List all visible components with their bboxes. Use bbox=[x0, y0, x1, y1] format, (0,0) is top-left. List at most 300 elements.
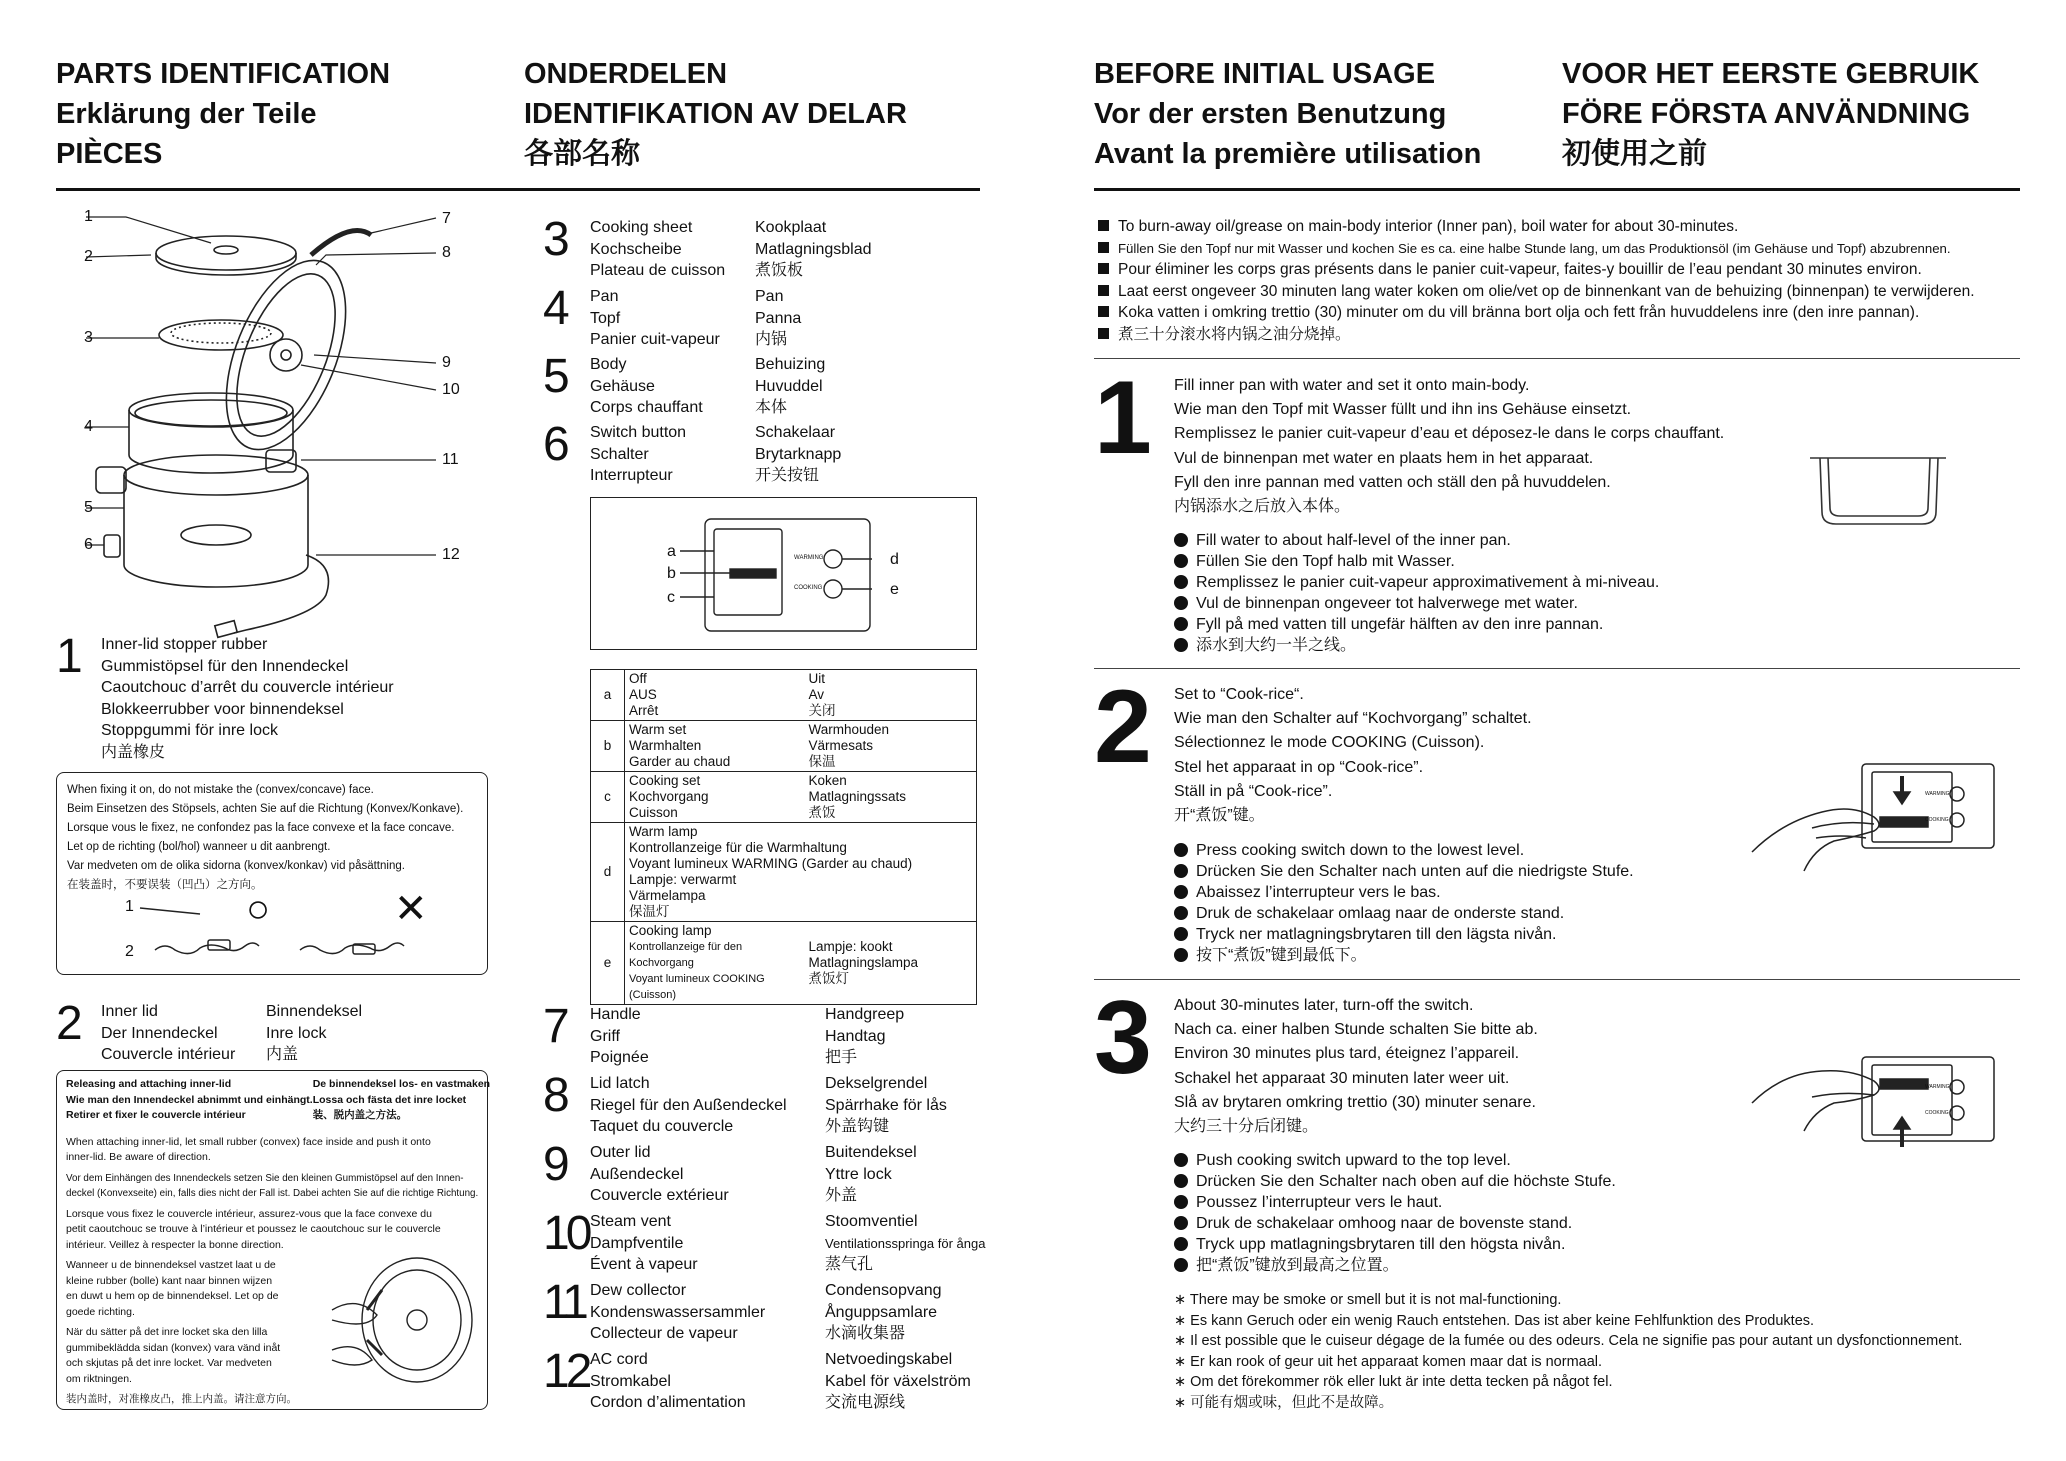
part2-col1 bbox=[101, 1001, 235, 1066]
bullet-icon bbox=[1174, 554, 1188, 568]
part-line: Griff bbox=[590, 1027, 620, 1045]
table-row bbox=[591, 670, 977, 721]
part2-line: 内盖 bbox=[266, 1046, 299, 1063]
heading-de: Erklärung der Teile bbox=[56, 98, 317, 130]
bullet-icon bbox=[1174, 638, 1188, 652]
footnote: ∗ Es kann Geruch oder ein wenig Rauch entstehen. Das ist aber keine Fehlfunktion des Produktes. bbox=[1174, 1312, 1815, 1329]
cell-line: Kontrollanzeige für den Kochvorgang bbox=[629, 941, 743, 969]
intro-text: 煮三十分滚水将内锅之油分烧掉。 bbox=[1118, 325, 1351, 343]
release-line: gummibeklädda sidan (konvex) vara vänd inåt bbox=[66, 1341, 281, 1354]
bullet-icon bbox=[1174, 843, 1188, 857]
part2-col2 bbox=[266, 1001, 362, 1066]
part12-col2 bbox=[825, 1349, 971, 1414]
part-line: Pan bbox=[755, 288, 784, 305]
step-line: Fill inner pan with water and set it onto main-body. bbox=[1174, 377, 1530, 394]
diag-label-6: 6 bbox=[84, 536, 93, 553]
bullet-icon bbox=[1174, 948, 1188, 962]
part2-line: Der Innendeckel bbox=[101, 1024, 218, 1042]
square-bullet-icon bbox=[1098, 328, 1109, 339]
footnote: ∗ Om det förekommer rök eller lukt är inte detta tecken på något fel. bbox=[1174, 1374, 1613, 1390]
part9-col2 bbox=[825, 1142, 917, 1207]
part9-col1 bbox=[590, 1142, 729, 1207]
table-key: c bbox=[591, 772, 625, 823]
release-line: petit caoutchouc se trouve à l’intérieur et poussez le caoutchouc sur le couvercle bbox=[66, 1223, 441, 1235]
cell-line: Arrêt bbox=[629, 703, 659, 718]
bullet bbox=[1174, 572, 1659, 593]
part4-number: 4 bbox=[543, 282, 570, 335]
footnote: ∗ There may be smoke or smell but it is not mal-functioning. bbox=[1174, 1292, 1562, 1308]
bullet bbox=[1174, 635, 1659, 656]
bullet-text: Abaissez l’interrupteur vers le bas. bbox=[1196, 884, 1441, 901]
divider bbox=[1094, 668, 2020, 669]
part-line: 煮饭板 bbox=[755, 262, 804, 279]
release-line: intérieur. Veillez à respecter la bonne direction. bbox=[66, 1238, 284, 1251]
bullet-icon bbox=[1174, 885, 1188, 899]
diag-label-11: 11 bbox=[442, 451, 459, 468]
step-line: Ställ in på “Cook-rice”. bbox=[1174, 782, 1333, 800]
part-line: Dew collector bbox=[590, 1282, 687, 1299]
press-switch-illustration bbox=[1752, 762, 2002, 872]
cell-line: Voyant lumineux COOKING (Cuisson) bbox=[629, 973, 765, 1001]
mini-warming-text-2: WARMING bbox=[1925, 791, 1950, 797]
heading-sv-right: FÖRE FÖRSTA ANVÄNDNING bbox=[1562, 98, 1971, 130]
square-bullet-icon bbox=[1098, 242, 1109, 253]
part-line: Évent à vapeur bbox=[590, 1256, 698, 1273]
bullet-icon bbox=[1174, 1195, 1188, 1209]
part-line: Brytarknapp bbox=[755, 445, 842, 463]
part-line: 外盖 bbox=[825, 1187, 858, 1204]
square-bullet-icon bbox=[1098, 306, 1109, 317]
bullet-icon bbox=[1174, 1237, 1188, 1251]
square-bullet-icon bbox=[1098, 220, 1109, 231]
step-line: 大约三十分后闭键。 bbox=[1174, 1118, 1319, 1136]
square-bullet-icon bbox=[1098, 263, 1109, 274]
bullet bbox=[1174, 614, 1659, 635]
bullet-text: Push cooking switch upward to the top level. bbox=[1196, 1152, 1511, 1169]
divider bbox=[1094, 979, 2020, 980]
part-line: Panier cuit-vapeur bbox=[590, 331, 720, 348]
part-line: Netvoedingskabel bbox=[825, 1351, 953, 1368]
part-line: Cordon d’alimentation bbox=[590, 1394, 746, 1411]
table-key: a bbox=[591, 670, 625, 721]
part11-number: 11 bbox=[543, 1276, 585, 1329]
step1-bullets bbox=[1174, 530, 1659, 656]
part2-number: 2 bbox=[56, 997, 83, 1050]
step2-bullets bbox=[1174, 840, 1634, 966]
table-row bbox=[591, 721, 977, 772]
cell-line: Koken bbox=[808, 773, 847, 788]
step2-lines bbox=[1174, 683, 1532, 828]
table-row bbox=[591, 922, 977, 1005]
table-cell bbox=[625, 670, 805, 721]
footnote: ∗ 可能有烟或味，但此不是故障。 bbox=[1174, 1394, 1394, 1411]
bullet-text: Drücken Sie den Schalter nach unten auf die niedrigste Stufe. bbox=[1196, 863, 1634, 880]
release-line: När du sätter på det inre locket ska den lilla bbox=[66, 1326, 268, 1338]
part-line: Poignée bbox=[590, 1049, 649, 1066]
part-line: 把手 bbox=[825, 1049, 858, 1066]
bullet bbox=[1174, 1192, 1616, 1213]
part-line: Body bbox=[590, 356, 627, 373]
cell-line: Cuisson bbox=[629, 805, 678, 820]
part-line: Kookplaat bbox=[755, 219, 827, 236]
part-line: Taquet du couvercle bbox=[590, 1118, 734, 1135]
cell-line: Voyant lumineux WARMING (Garder au chaud) bbox=[629, 856, 913, 871]
bullet-text: Fill water to about half-level of the inner pan. bbox=[1196, 532, 1511, 549]
step-line: Remplissez le panier cuit-vapeur d’eau et déposez-le dans le corps chauffant. bbox=[1174, 425, 1725, 443]
step-line: Nach ca. einer halben Stunde schalten Sie bitte ab. bbox=[1174, 1021, 1538, 1039]
release-title bbox=[66, 1077, 491, 1124]
diag-label-7: 7 bbox=[442, 210, 451, 227]
part-line: Matlagningsblad bbox=[755, 240, 872, 258]
part-line: Schalter bbox=[590, 445, 649, 463]
bullet-icon bbox=[1174, 906, 1188, 920]
part1-line: Caoutchouc d’arrêt du couvercle intérieur bbox=[101, 679, 394, 696]
bullet bbox=[1174, 903, 1634, 924]
panel-warming-text: WARMING bbox=[794, 555, 824, 561]
bullet-icon bbox=[1174, 575, 1188, 589]
part-line: Handtag bbox=[825, 1027, 886, 1045]
step-line: Sélectionnez le mode COOKING (Cuisson). bbox=[1174, 734, 1485, 752]
bullet bbox=[1174, 551, 1659, 572]
ok-mark: ○ bbox=[246, 887, 271, 931]
part-line: 水滴收集器 bbox=[825, 1325, 906, 1342]
part-line: Huvuddel bbox=[755, 377, 823, 395]
bullet-icon bbox=[1174, 864, 1188, 878]
part-line: Gehäuse bbox=[590, 377, 655, 395]
part-line: Switch button bbox=[590, 424, 687, 441]
step-line: Stel het apparaat in op “Cook-rice”. bbox=[1174, 758, 1424, 776]
table-key: e bbox=[591, 922, 625, 1005]
bullet bbox=[1174, 1234, 1616, 1255]
bullet-icon bbox=[1174, 1174, 1188, 1188]
push-switch-illustration bbox=[1752, 1055, 2002, 1165]
heading-en-right: BEFORE INITIAL USAGE bbox=[1094, 58, 1436, 90]
bullet-text: Tryck upp matlagningsbrytaren till den högsta nivån. bbox=[1196, 1236, 1566, 1253]
part-line: Handgreep bbox=[825, 1006, 905, 1023]
table-cell bbox=[805, 922, 977, 1005]
cell-line: Cooking lamp bbox=[629, 923, 712, 938]
bullet bbox=[1174, 861, 1634, 882]
square-bullet-icon bbox=[1098, 285, 1109, 296]
release-line: inner-lid. Be aware of direction. bbox=[66, 1151, 211, 1163]
release-para-3 bbox=[66, 1207, 478, 1254]
part-line: AC cord bbox=[590, 1351, 648, 1368]
lid-attach-illustration bbox=[322, 1250, 482, 1400]
part-line: Lid latch bbox=[590, 1075, 650, 1092]
ng-mark: ✕ bbox=[394, 887, 428, 931]
cell-line: 煮饭灯 bbox=[808, 971, 849, 986]
bullet-icon bbox=[1174, 596, 1188, 610]
cell-line: Warm lamp bbox=[629, 824, 698, 839]
release-line: kleine rubber (bolle) kant naar binnen wijzen bbox=[66, 1274, 273, 1287]
step-line: About 30-minutes later, turn-off the switch. bbox=[1174, 997, 1474, 1014]
release-line: Lorsque vous fixez le couvercle intérieur, assurez-vous que la face convexe du bbox=[66, 1207, 432, 1220]
step-line: Schakel het apparaat 30 minuten later weer uit. bbox=[1174, 1069, 1510, 1087]
footnote: ∗ Il est possible que le cuiseur dégage de la fumée ou des odeurs. Cela ne signifie pas pour autant un dysfonctionnement. bbox=[1174, 1333, 1963, 1349]
part-line: Interrupteur bbox=[590, 467, 673, 484]
bullet-text: Vul de binnenpan ongeveer tot halverwege met water. bbox=[1196, 595, 1578, 612]
bullet-text: Fyll på med vatten till ungefär hälften av den inre pannan. bbox=[1196, 616, 1604, 633]
table-key: d bbox=[591, 823, 625, 922]
part-line: Panna bbox=[755, 309, 802, 327]
fix-note-line: 在装盖时，不要误装（凹凸）之方向。 bbox=[67, 879, 263, 891]
part-line: 内锅 bbox=[755, 331, 788, 348]
part-line: 外盖钩键 bbox=[825, 1118, 890, 1135]
table-key: b bbox=[591, 721, 625, 772]
heading-fr-right: Avant la première utilisation bbox=[1094, 138, 1482, 170]
part-line: Behuizing bbox=[755, 356, 826, 373]
bullet bbox=[1174, 593, 1659, 614]
step-line: Wie man den Topf mit Wasser füllt und ihn ins Gehäuse einsetzt. bbox=[1174, 401, 1632, 419]
release-title-line: Wie man den Innendeckel abnimmt und einhängt. bbox=[66, 1093, 313, 1106]
bullet-text: 按下“煮饭”键到最低下。 bbox=[1196, 947, 1367, 964]
part5-col2 bbox=[755, 354, 825, 419]
part1-line: Stoppgummi för inre lock bbox=[101, 722, 278, 739]
release-title-line: 装、脱内盖之方法。 bbox=[312, 1109, 408, 1121]
heading-left-2 bbox=[524, 54, 907, 174]
bullet-text: Press cooking switch down to the lowest level. bbox=[1196, 842, 1525, 859]
heading-nl: ONDERDELEN bbox=[524, 58, 728, 90]
bullet-text: Drücken Sie den Schalter nach oben auf die höchste Stufe. bbox=[1196, 1173, 1616, 1190]
bullet-text: Poussez l’interrupteur vers le haut. bbox=[1196, 1194, 1443, 1211]
diag-label-9: 9 bbox=[442, 354, 451, 371]
release-line: 装内盖时，对准橡皮凸，推上内盖。请注意方向。 bbox=[66, 1393, 297, 1405]
part8-number: 8 bbox=[543, 1069, 570, 1122]
cell-line: 保温灯 bbox=[629, 904, 670, 919]
cell-line: Lampje: verwarmt bbox=[629, 872, 737, 887]
cell-line: Cooking set bbox=[629, 773, 701, 788]
bullet-text: Füllen Sie den Topf halb mit Wasser. bbox=[1196, 553, 1455, 570]
diag-label-4: 4 bbox=[84, 418, 93, 435]
cell-line: Garder au chaud bbox=[629, 754, 731, 769]
part12-number: 12 bbox=[543, 1345, 589, 1398]
part7-number: 7 bbox=[543, 1000, 570, 1053]
step-line: 内锅添水之后放入本体。 bbox=[1174, 498, 1351, 516]
bullet bbox=[1174, 945, 1634, 966]
release-line: deckel (Konvexseite) ein, falls dies nicht der Fall ist. Dabei achten Sie auf die richtige Richtung. bbox=[66, 1188, 479, 1199]
part3-number: 3 bbox=[543, 213, 570, 266]
release-line: om riktningen. bbox=[66, 1372, 132, 1385]
fix-note-line: Let op de richting (bol/hol) wanneer u dit aanbrengt. bbox=[67, 841, 331, 853]
part-line: Corps chauffant bbox=[590, 399, 703, 416]
step1-lines bbox=[1174, 374, 1724, 519]
intro-item bbox=[1098, 281, 1975, 303]
step1-number: 1 bbox=[1094, 360, 1152, 476]
part-line: Stromkabel bbox=[590, 1372, 671, 1390]
spacer bbox=[56, 1418, 57, 1419]
bullet bbox=[1174, 840, 1634, 861]
intro-text: Füllen Sie den Topf nur mit Wasser und kochen Sie es ca. eine halbe Stunde lang, um das Produktionsöl (im Gehäuse und Topf) abzubrennen. bbox=[1118, 240, 1951, 256]
footnote: ∗ Er kan rook of geur uit het apparaat komen maar dat is normaal. bbox=[1174, 1353, 1603, 1370]
table-row bbox=[591, 772, 977, 823]
part-line: Steam vent bbox=[590, 1213, 671, 1230]
heading-right-2 bbox=[1562, 54, 1979, 174]
part-line: Outer lid bbox=[590, 1144, 651, 1161]
part1-lines bbox=[101, 634, 394, 763]
mini-cooking-text-3: COOKING bbox=[1925, 1110, 1949, 1116]
footnotes bbox=[1174, 1290, 1962, 1413]
bullet bbox=[1174, 530, 1659, 551]
diag-label-3: 3 bbox=[84, 329, 93, 346]
panel-label-c: c bbox=[667, 589, 675, 606]
release-line: Wanneer u de binnendeksel vastzet laat u de bbox=[66, 1259, 276, 1271]
panel-label-a: a bbox=[667, 543, 676, 560]
part-line: Condensopvang bbox=[825, 1282, 942, 1299]
part-line: Ånguppsamlare bbox=[825, 1303, 938, 1321]
part2-line: Couvercle intérieur bbox=[101, 1046, 236, 1063]
part-line: Collecteur de vapeur bbox=[590, 1325, 738, 1342]
cell-line: Warmhouden bbox=[808, 722, 890, 737]
mini-cooking-text-2: COOKING bbox=[1925, 817, 1949, 823]
bullet-text: Tryck ner matlagningsbrytaren till den lägsta nivån. bbox=[1196, 926, 1557, 943]
intro-item bbox=[1098, 238, 1975, 260]
cell-line: Warm set bbox=[629, 722, 687, 737]
control-panel-diagram bbox=[590, 497, 977, 650]
table-cell bbox=[625, 721, 805, 772]
bullet-icon bbox=[1174, 1153, 1188, 1167]
intro-item bbox=[1098, 216, 1975, 238]
panel-label-e: e bbox=[890, 581, 899, 598]
part6-number: 6 bbox=[543, 418, 570, 471]
cell-line: 关闭 bbox=[808, 703, 836, 718]
part7-col1 bbox=[590, 1004, 649, 1069]
inner-pan-illustration bbox=[1810, 452, 1950, 532]
fix-label-2: 2 bbox=[125, 943, 134, 960]
part8-col2 bbox=[825, 1073, 947, 1138]
step3-number: 3 bbox=[1094, 980, 1152, 1096]
heading-nl-right: VOOR HET EERSTE GEBRUIK bbox=[1562, 58, 1980, 90]
release-line: Vor dem Einhängen des Innendeckels setzen Sie den kleinen Gummistöpsel auf den Innen- bbox=[66, 1172, 464, 1184]
heading-fr: PIÈCES bbox=[56, 138, 163, 170]
release-line: och skjutas på det inre locket. Var medveten bbox=[66, 1357, 272, 1369]
part11-col2 bbox=[825, 1280, 942, 1345]
heading-de-right: Vor der ersten Benutzung bbox=[1094, 98, 1447, 130]
intro-text: Pour éliminer les corps gras présents dans le panier cuit-vapeur, faites-y bouillir de l’eau pendant 30 minutes environ. bbox=[1118, 261, 1922, 278]
cell-line: Värmesats bbox=[808, 738, 874, 753]
part8-col1 bbox=[590, 1073, 787, 1138]
part3-col2 bbox=[755, 217, 872, 282]
part5-col1 bbox=[590, 354, 703, 419]
bullet bbox=[1174, 882, 1634, 903]
intro-list bbox=[1098, 216, 1975, 345]
table-cell bbox=[625, 772, 805, 823]
intro-text: Laat eerst ongeveer 30 minuten lang water koken om olie/vet op de binnenkant van de behuizing (binnenpan) te verwijderen. bbox=[1118, 282, 1975, 300]
step2-number: 2 bbox=[1094, 669, 1152, 785]
diag-label-2: 2 bbox=[84, 248, 93, 265]
divider bbox=[1094, 358, 2020, 359]
release-para-1 bbox=[66, 1135, 478, 1166]
part7-col2 bbox=[825, 1004, 904, 1069]
table-cell bbox=[805, 772, 977, 823]
release-title-line: Releasing and attaching inner-lid bbox=[66, 1078, 232, 1090]
table-cell bbox=[805, 670, 977, 721]
bullet-text: Druk de schakelaar omlaag naar de onderste stand. bbox=[1196, 905, 1565, 922]
heading-en: PARTS IDENTIFICATION bbox=[56, 58, 391, 90]
part-line: Plateau de cuisson bbox=[590, 262, 726, 279]
part1-line: Blokkeerrubber voor binnendeksel bbox=[101, 700, 344, 718]
part-line: Pan bbox=[590, 288, 619, 305]
step-line: Vul de binnenpan met water en plaats hem in het apparaat. bbox=[1174, 449, 1594, 467]
part3-col1 bbox=[590, 217, 725, 282]
bullet bbox=[1174, 924, 1634, 945]
part-line: Ventilationsspringa för ånga bbox=[825, 1235, 986, 1251]
table-cell bbox=[805, 721, 977, 772]
cell-line: AUS bbox=[629, 687, 657, 702]
bullet-icon bbox=[1174, 617, 1188, 631]
part-line: Kochscheibe bbox=[590, 240, 682, 258]
part4-col2 bbox=[755, 286, 801, 351]
part-line: 本体 bbox=[755, 399, 788, 416]
intro-text: To burn-away oil/grease on main-body interior (Inner pan), boil water for about 30-minutes. bbox=[1118, 218, 1739, 235]
release-para-2 bbox=[66, 1171, 478, 1202]
heading-zh-right: 初使用之前 bbox=[1562, 138, 1708, 170]
mini-warming-text-3: WARMING bbox=[1925, 1084, 1950, 1090]
step-line: Environ 30 minutes plus tard, éteignez l’appareil. bbox=[1174, 1045, 1520, 1063]
release-title-line: Retirer et fixer le couvercle intérieur bbox=[66, 1109, 246, 1121]
diag-label-8: 8 bbox=[442, 244, 451, 261]
part4-col1 bbox=[590, 286, 720, 351]
part12-col1 bbox=[590, 1349, 746, 1414]
cell-line: Uit bbox=[808, 671, 825, 686]
switch-table bbox=[590, 669, 977, 1005]
part-line: Stoomventiel bbox=[825, 1213, 918, 1230]
bullet bbox=[1174, 1213, 1616, 1234]
part9-number: 9 bbox=[543, 1138, 570, 1191]
panel-cooking-text: COOKING bbox=[794, 585, 823, 591]
bullet-text: 添水到大约一半之线。 bbox=[1196, 637, 1357, 654]
rule-left bbox=[56, 188, 980, 191]
part1-line: 内盖橡皮 bbox=[101, 743, 166, 761]
diag-label-5: 5 bbox=[84, 499, 93, 516]
cell-line: Av bbox=[808, 687, 825, 702]
bullet-text: 把“煮饭”键放到最高之位置。 bbox=[1196, 1257, 1399, 1274]
part-line: Buitendeksel bbox=[825, 1144, 917, 1161]
part-line: Spärrhake för lås bbox=[825, 1096, 947, 1114]
table-row bbox=[591, 823, 977, 922]
bullet-text: Remplissez le panier cuit-vapeur approximativement à mi-niveau. bbox=[1196, 574, 1660, 591]
part2-line: Binnendeksel bbox=[266, 1003, 363, 1020]
bullet-icon bbox=[1174, 533, 1188, 547]
cell-line: Lampje: kookt bbox=[808, 939, 893, 954]
part6-col1 bbox=[590, 422, 686, 487]
part-line: Couvercle extérieur bbox=[590, 1187, 729, 1204]
part-line: Dampfventile bbox=[590, 1234, 684, 1252]
release-line: goede richting. bbox=[66, 1305, 135, 1318]
diag-label-1: 1 bbox=[84, 208, 93, 225]
part10-col1 bbox=[590, 1211, 698, 1276]
rice-cooker-diagram bbox=[56, 205, 496, 625]
heading-left-1 bbox=[56, 54, 390, 174]
part1-line: Gummistöpsel für den Innendeckel bbox=[101, 657, 349, 675]
fix-note-line: When fixing it on, do not mistake the (convex/concave) face. bbox=[67, 784, 374, 796]
bullet-text: Druk de schakelaar omhoog naar de bovenste stand. bbox=[1196, 1215, 1573, 1232]
bullet bbox=[1174, 1171, 1616, 1192]
intro-item bbox=[1098, 324, 1975, 346]
part10-number: 10 bbox=[543, 1207, 589, 1260]
part-line: 蒸气孔 bbox=[825, 1256, 874, 1273]
bullet-icon bbox=[1174, 1258, 1188, 1272]
part1-line: Inner-lid stopper rubber bbox=[101, 636, 268, 653]
intro-text: Koka vatten i omkring trettio (30) minuter om du vill bränna bort olja och fett från huvuddelens inre (den inre pannan). bbox=[1118, 304, 1920, 321]
intro-item bbox=[1098, 259, 1975, 281]
cell-line: Off bbox=[629, 671, 647, 686]
table-cell bbox=[625, 823, 977, 922]
part-line: Außendeckel bbox=[590, 1165, 684, 1183]
table-cell bbox=[625, 922, 805, 1005]
cell-line: Warmhalten bbox=[629, 738, 702, 753]
step3-bullets bbox=[1174, 1150, 1616, 1276]
heading-sv: IDENTIFIKATION AV DELAR bbox=[524, 98, 907, 130]
